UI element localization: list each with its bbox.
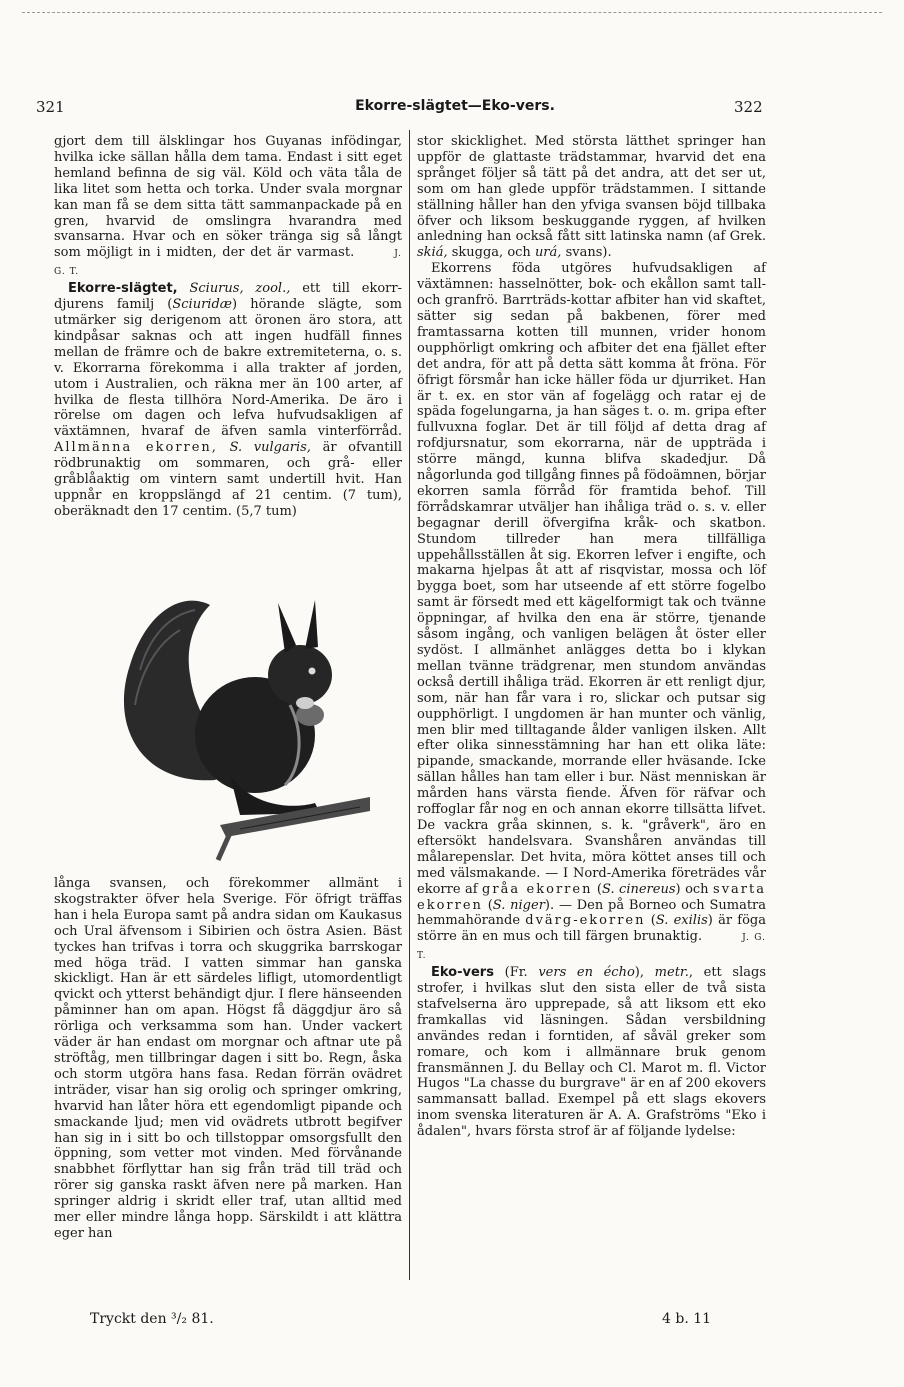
top-rule: [22, 12, 882, 13]
left-column-continued: [54, 876, 402, 1242]
right-column: [417, 134, 766, 1140]
left-page-number: 321: [36, 98, 65, 116]
sheet-signature: 4 b. 11: [662, 1311, 712, 1327]
entry-eko-vers: Eko-vers (Fr. vers en écho), metr., ett slags strofer, i hvilkas slut den sista eller de två sista stafvelserna äro upprepade, så att liksom ett eko framkallas vid läsningen. Sådan versbildning användes redan i forntiden, af såväl greker som romare, och kom i allmännare bruk genom fransmännen J. du Bellay och Cl. Marot m. fl. Victor Hugos "La chasse du burgrave" är en af 200 ekovers sammansatt ballad. Exempel på ett slags ekovers inom svenska literaturen är A. A. Grafströms "Eko i ådalen", hvars första strof är af följande lydelse:: [417, 965, 767, 1140]
entry-heading: Ekorre-slägtet,: [68, 281, 178, 297]
paragraph: gjort dem till älsklingar hos Guyanas infödingar, hvilka icke sällan hålla dem tama. Endast i sitt eget hemland befinna de sig väl. Köld och väta tåla de lika litet som hetta och torka. Under svala morgnar kan man få se dem sitta tätt sammanpackade på en gren, hvarvid de omslingra hvarandra med svansarna. Hvar och en söker tränga sig så långt som möjligt in i midten, der det är varmast. J. G. T.: [54, 134, 402, 278]
right-page-number: 322: [734, 98, 763, 116]
author-signature: J. G. T.: [417, 933, 766, 962]
author-signature: J. G. T.: [54, 249, 402, 278]
running-title: Ekorre-slägtet—Eko-vers.: [355, 98, 555, 114]
page-header: [0, 98, 904, 120]
left-column: [54, 134, 402, 520]
page-footer: [0, 1311, 904, 1331]
squirrel-illustration: [100, 575, 370, 865]
paragraph: stor skicklighet. Med största lätthet springer han uppför de glattaste trädstammar, hvarvid det ena språnget följer så tätt på det andra, att det ser ut, som om han glede uppför trädstammen. I sittande ställning håller han den yfviga svansen böjd tillbaka öfver och liksom beskuggande ryggen, af hvilken anledning han också fått sitt latinska namn (af Grek. skiá, skugga, och urá, svans).: [417, 134, 766, 261]
paragraph: långa svansen, och förekommer allmänt i skogstrakter öfver hela Sverige. För öfrigt träffas han i hela Europa samt på andra sidan om Kaukasus och Ural äfvensom i Sibirien och östra Asien. Bäst tyckes han trifvas i torra och skuggrika barrskogar med höga träd. I vatten simmar han ganska skickligt. Han är ett särdeles lifligt, utomordentligt qvickt och ytterst behändigt djur. I flere hänseenden påminner han om apan. Högst få däggdjur äro så rörliga och verksamma som han. Under vackert väder är han endast om morgnar och aftnar ute på ströftåg, men tillbringar dagen i sitt bo. Regn, åska och storm utgöra hans fasa. Redan förrän ovädret inträder, visar han sig orolig och springer omkring, hvarvid han låter höra ett egendomligt pipande och smackande ljud; men vid ovädrets utbrott begifver han sig in i sitt bo och tillstoppar omsorgsfullt den öppning, som vetter mot vinden. Med förvånande snabbhet förflyttar han sig från träd till träd och rörer sig ganska raskt äfven nere på marken. Han springer aldrig i skridt eller traf, utan alltid med mer eller mindre långa hopp. Särskildt i att klättra eger han: [54, 876, 402, 1241]
column-divider: [409, 130, 410, 1280]
paragraph: Ekorrens föda utgöres hufvudsakligen af växtämnen: hasselnötter, bok- och ekållon samt tall- och granfrö. Barrträds-kottar afbiter han vid skaftet, sätter sig sedan på bakbenen, förer med framtassarna kotten till munnen, vrider honom oupphörligt omkring och afbiter det ena fjället efter det andra, för att på detta sätt komma åt fröna. För öfrigt försmår han icke häller föda ur djurriket. Han är t. ex. en stor vän af fogelägg och ratar ej de späda fogelungarna, ja han säges t. o. m. gripa efter fullvuxna foglar. Det är till följd af detta drag af rofdjursnatur, som ekorrarna, när de uppträda i större mängd, kunna blifva skadedjur. Då någorlunda god tillgång finnes på födoämnen, börjar ekorren samla förråd för framtida behof. Till förrådskamrar utväljer han ihåliga träd o. s. v. eller begagnar derill öfvergifna kråk- och skatbon. Stundom tillreder han mera tillfälliga uppehållsställen åt sig. Ekorren lefver i engifte, och makarna hjelpas åt att af risqvistar, mossa och löf bygga boet, som har utseende af ett större fogelbo samt är försedt med ett kägelformigt tak och tvänne öppningar, af hvilka den ena är större, tjenande såsom ingång, och vanligen belägen åt öster eller sydöst. I allmänhet anlägges detta bo i klykan mellan tvänne trädgrenar, men stundom användas också dertill ihåliga träd. Ekorren är ett renligt djur, som, när han får vara i ro, slickar och putsar sig oupphörligt. I ungdomen är han munter och vänlig, men blir med tilltagande ålder vanligen ilsken. Allt efter olika sinnesstämning har han ett olika läte: pipande, smackande, morrande eller hväsande. Icke sällan hålles han tam eller i bur. Näst menniskan är mården hans värsta fiende. Äfven för räfvar och roffoglar får nog en och annan ekorre tillsätta lifvet. De vackra gråa skinnen, s. k. "gråverk", äro en eftersökt handelsvara. Svanshåren användas till målarepenslar. Det hvita, möra köttet anses till och med välsmakande. — I Nord-Amerika företrädes vår ekorre af gråa ekorren (S. cinereus) och svarta ekorren (S. niger). — Den på Borneo och Sumatra hemmahörande dvärg-ekorren (S. exilis) är föga större än en mus och till färgen brunaktig. J. G. T.: [417, 261, 767, 962]
print-date: Tryckt den ³/₂ 81.: [90, 1311, 214, 1327]
entry-ekorre-slagtet: Ekorre-slägtet, Sciurus, zool., ett till ekorr-djurens familj (Sciuridæ) hörande slägte, som utmärker sig derigenom att öronen äro stora, att kindpåsar saknas och att ingen hudfäll finnes mellan de främre och de bakre extremiteterna, o. s. v. Ekorrarna förekomma i alla trakter af jorden, utom i Australien, och räkna mer än 100 arter, af hvilka de flesta tillhöra Nord-Amerika. De äro i rörelse om dagen och lefva hufvudsakligen af växtämnen, hvaraf de äfven samla vinterförråd. Allmänna ekorren, S. vulgaris, är ofvantill rödbrunaktig om sommaren, och grå- eller gråblåaktig om vintern samt undertill hvit. Han uppnår en kroppslängd af 21 centim. (7 tum), oberäknadt den 17 centim. (5,7 tum): [54, 281, 402, 519]
entry-heading: Eko-vers: [431, 965, 494, 981]
